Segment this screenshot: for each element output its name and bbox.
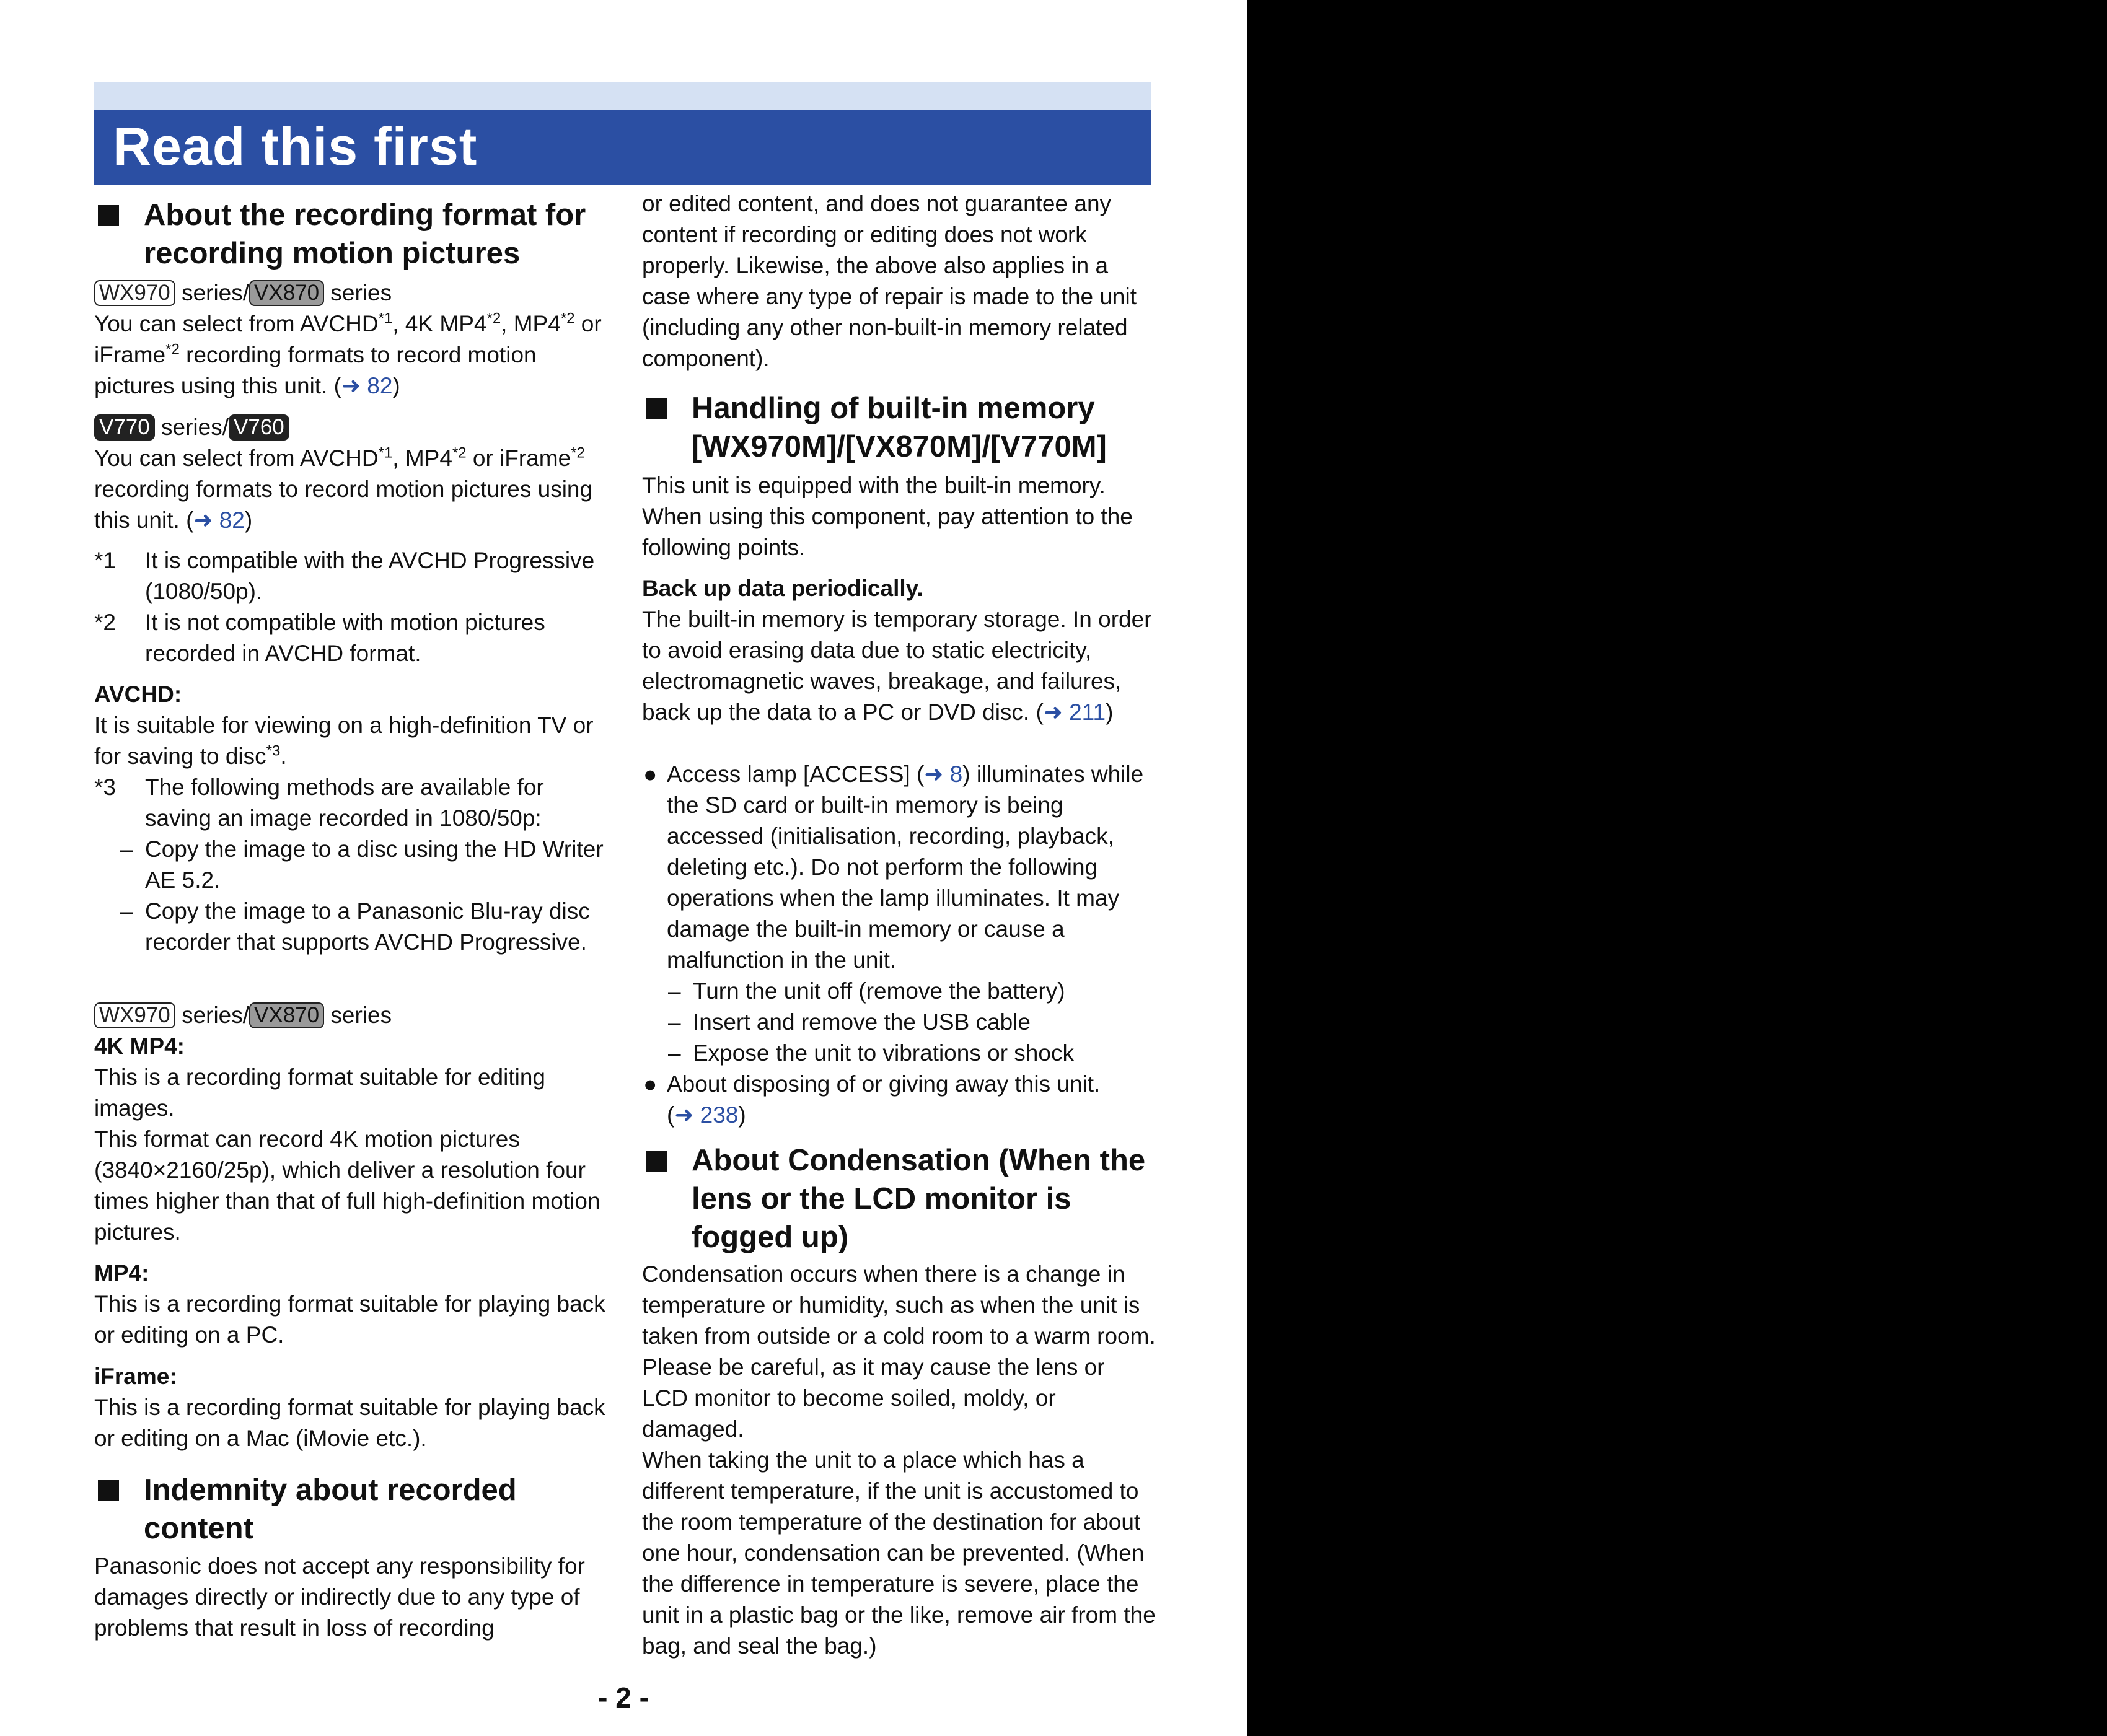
model-badge-wx970: WX970 xyxy=(94,1002,175,1028)
page-link-82[interactable]: 82 xyxy=(219,507,245,533)
bullet-access-lamp xyxy=(642,759,1156,976)
paragraph-indemnity-continued: or edited content, and does not guarantee any content if recording or editing does not work properly. Likewise, the above also applies in a case where any type of repair is made to the unit (including any other non-built-in memory related component). xyxy=(642,191,1137,371)
square-bullet-icon xyxy=(98,205,119,226)
title-band-light xyxy=(94,82,1151,110)
footnote-2 xyxy=(94,607,609,669)
dash-item-turn-off xyxy=(642,976,1156,1007)
page-link-211[interactable]: 211 xyxy=(1069,699,1106,725)
dash-item-hd-writer xyxy=(94,834,609,896)
page-link-238[interactable]: 238 xyxy=(700,1102,739,1128)
bullet-dot-icon: ● xyxy=(643,761,658,787)
model-line-wx-vx-2 xyxy=(94,1000,609,1031)
paragraph-4k-mp4-a: This is a recording format suitable for editing images. xyxy=(94,1064,546,1121)
dash-text: Insert and remove the USB cable xyxy=(693,1009,1031,1035)
dash-text: Copy the image to a Panasonic Blu-ray disc recorder that supports AVCHD Progressive. xyxy=(145,898,590,955)
footnote-text: The following methods are available for saving an image recorded in 1080/50p: xyxy=(145,774,544,831)
heading-text: Indemnity about recorded content xyxy=(144,1473,517,1545)
footnote-text: It is compatible with the AVCHD Progressive (1080/50p). xyxy=(145,548,595,604)
dash-text: Turn the unit off (remove the battery) xyxy=(693,978,1065,1004)
label-iframe: iFrame: xyxy=(94,1364,177,1389)
dash-item-usb xyxy=(642,1007,1156,1038)
paragraph-indemnity: Panasonic does not accept any responsibility for damages directly or indirectly due to any type of problems that result in loss of recording xyxy=(94,1553,585,1641)
dash-icon: – xyxy=(120,836,133,862)
paragraph-backup: The built-in memory is temporary storage. In order to avoid erasing data due to static electricity, electromagnetic waves, breakage, and failures, back up the data to a PC or DVD disc. (➜ 211) xyxy=(642,607,1152,725)
series-sep: series/ xyxy=(182,1002,250,1028)
bullet-disposing xyxy=(642,1069,1156,1131)
square-bullet-icon xyxy=(646,1151,667,1172)
label-4k-mp4: 4K MP4: xyxy=(94,1033,185,1059)
model-badge-v760: V760 xyxy=(229,414,289,441)
model-badge-vx870: VX870 xyxy=(249,1002,324,1028)
section-heading-indemnity xyxy=(94,1471,609,1548)
dash-icon: – xyxy=(668,978,681,1004)
paragraph-avchd: It is suitable for viewing on a high-definition TV or for saving to disc$^{*3}$. xyxy=(94,712,594,769)
section-heading-recording-format xyxy=(94,196,609,273)
square-bullet-icon xyxy=(98,1480,119,1501)
page-title: Read this first xyxy=(113,117,478,177)
footnote-3 xyxy=(94,772,609,834)
heading-text: About the recording format for recording motion pictures xyxy=(144,198,586,270)
paragraph-formats-v: You can select from AVCHD$^{*1}$, MP4$^{*2}$ or iFrame$^{*2}$ recording formats to record motion pictures using this unit. (➜ 82) xyxy=(94,444,593,533)
paragraph-iframe: This is a recording format suitable for playing back or editing on a Mac (iMovie etc.). xyxy=(94,1395,605,1451)
square-bullet-icon xyxy=(646,398,667,419)
model-line-v xyxy=(94,412,609,443)
section-heading-condensation xyxy=(642,1141,1156,1256)
arrow-right-icon: ➜ xyxy=(924,761,950,787)
label-avchd: AVCHD: xyxy=(94,682,182,707)
arrow-right-icon: ➜ xyxy=(674,1102,700,1128)
arrow-right-icon: ➜ xyxy=(1043,699,1070,725)
arrow-right-icon: ➜ xyxy=(193,507,219,533)
bullet-dot-icon: ● xyxy=(643,1071,658,1097)
arrow-right-icon: ➜ xyxy=(341,373,367,398)
model-badge-vx870: VX870 xyxy=(249,280,324,306)
footnote-marker: *1 xyxy=(94,548,116,573)
footnote-marker: *2 xyxy=(94,610,116,635)
series-sep: series/ xyxy=(161,414,229,440)
footnote-text: It is not compatible with motion pictures recorded in AVCHD format. xyxy=(145,610,545,666)
dash-icon: – xyxy=(668,1040,681,1066)
label-backup: Back up data periodically. xyxy=(642,576,923,601)
bullet-text: About disposing of or giving away this unit. (➜ 238) xyxy=(667,1071,1101,1128)
paragraph-condensation-2: When taking the unit to a place which has a different temperature, if the unit is accustomed to the room temperature of the destination for about one hour, condensation can be prevented. (When the difference in temperature is severe, place the unit in a plastic bag or the like, remove air from the bag, and seal the bag.) xyxy=(642,1447,1156,1659)
dash-item-bluray xyxy=(94,896,609,958)
paragraph-4k-mp4-b: This format can record 4K motion pictures (3840×2160/25p), which deliver a resolution four times higher than that of full high-definition motion pictures. xyxy=(94,1126,600,1245)
series-end: series xyxy=(330,280,392,305)
model-badge-wx970: WX970 xyxy=(94,280,175,306)
paragraph-mp4: This is a recording format suitable for playing back or editing on a PC. xyxy=(94,1291,605,1348)
page-link-8[interactable]: 8 xyxy=(949,761,963,787)
dash-text: Copy the image to a disc using the HD Writer AE 5.2. xyxy=(145,836,604,893)
footnote-marker: *3 xyxy=(94,774,116,800)
paragraph-memory-intro: This unit is equipped with the built-in memory. When using this component, pay attention to the following points. xyxy=(642,473,1133,560)
model-badge-v770: V770 xyxy=(94,414,155,441)
paragraph-condensation-1: Condensation occurs when there is a change in temperature or humidity, such as when the unit is taken from outside or a cold room to a warm room. Please be careful, as it may cause the lens or LCD monitor to become soiled, moldy, or damaged. xyxy=(642,1261,1156,1442)
model-line-wx-vx xyxy=(94,278,609,309)
label-mp4: MP4: xyxy=(94,1260,149,1286)
dash-icon: – xyxy=(668,1009,681,1035)
series-sep: series/ xyxy=(182,280,250,305)
series-end: series xyxy=(330,1002,392,1028)
footnote-1 xyxy=(94,545,609,607)
page-number: - 2 - xyxy=(598,1681,649,1714)
dash-item-vibration xyxy=(642,1038,1156,1069)
title-bar xyxy=(94,110,1151,185)
dash-icon: – xyxy=(120,898,133,924)
bullet-text: Access lamp [ACCESS] (➜ 8) illuminates while the SD card or built-in memory is being accessed (initialisation, recording, playback, deleting etc.). Do not perform the following operations when the lamp illuminates. It may damage the built-in memory or cause a malfunction in the unit. xyxy=(667,761,1144,973)
paragraph-formats-wx-vx: You can select from AVCHD$^{*1}$, 4K MP4$^{*2}$, MP4$^{*2}$ or iFrame$^{*2}$ recording formats to record motion pictures using this unit. (➜ 82) xyxy=(94,310,602,398)
heading-text: About Condensation (When the lens or the LCD monitor is fogged up) xyxy=(692,1144,1146,1254)
section-heading-built-in-memory xyxy=(642,389,1156,466)
heading-text: Handling of built-in memory [WX970M]/[VX870M]/[V770M] xyxy=(692,392,1107,463)
page-link-82[interactable]: 82 xyxy=(367,373,393,398)
dash-text: Expose the unit to vibrations or shock xyxy=(693,1040,1074,1066)
